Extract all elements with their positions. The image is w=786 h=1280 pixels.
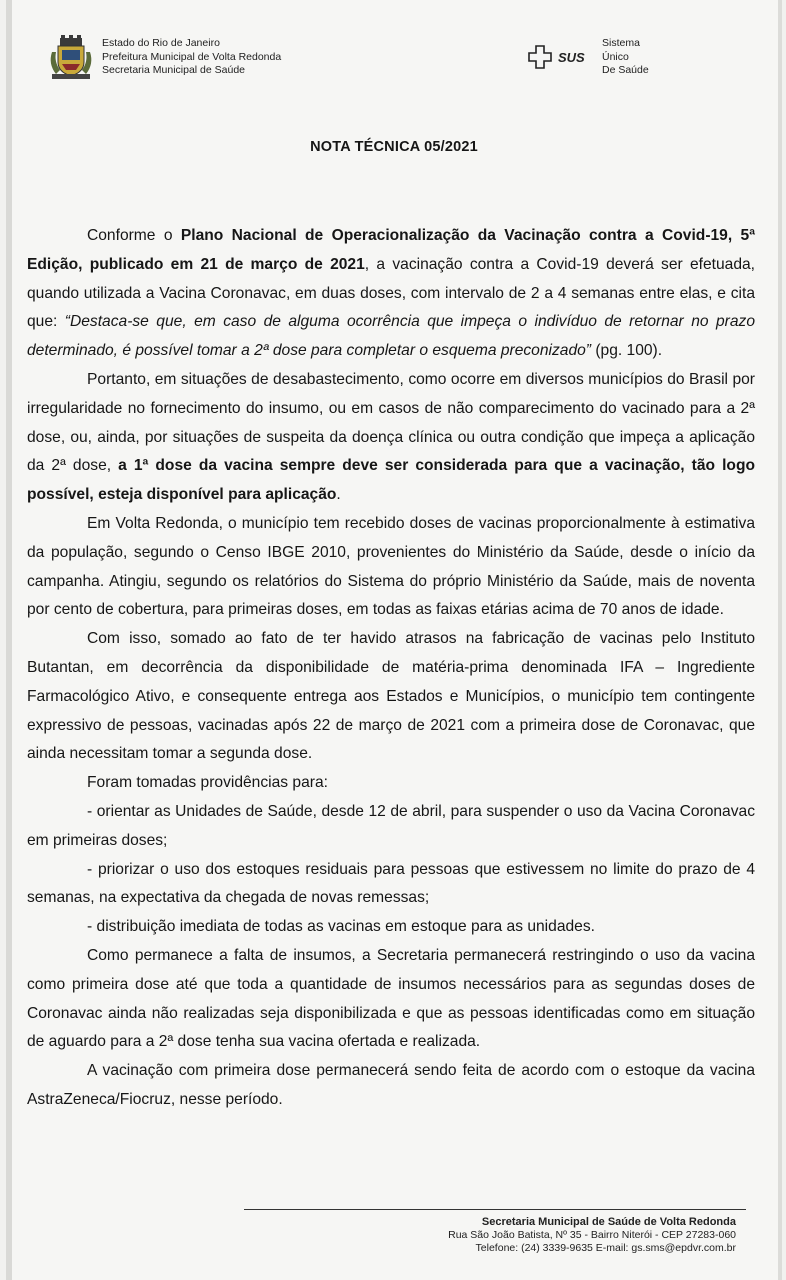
paragraph-3: Em Volta Redonda, o município tem recebido doses de vacinas proporcionalmente à estimativa da população, segundo o Censo IBGE 2010, provenientes do Ministério da Saúde, desde o início da campanha. Atingiu, segundo os relatórios do Sistema do próprio Ministério da Saúde, mais de noventa por cento de cobertura, para primeiras doses, em todas as faixas etárias acima de 70 anos de idade. <box>27 514 755 619</box>
sus-logo-text: SUS <box>558 50 585 65</box>
document-page <box>6 0 782 1280</box>
sus-line-2: Único <box>602 50 629 63</box>
p1-text-c: , a vacinação contra a Covid-19 deverá ser efetuada, quando utilizada a Vacina Coronavac, em duas doses, com intervalo de 2 a 4 semanas entre elas, e cita que: <box>27 255 755 331</box>
paragraph-10: A vacinação com primeira dose permanecerá sendo feita de acordo com o estoque da vacina AstraZeneca/Fiocruz, nesse período. <box>27 1062 755 1108</box>
page-edge-left <box>6 0 12 1280</box>
footer-contact: Telefone: (24) 3339-9635 E-mail: gs.sms@epdvr.com.br <box>475 1242 736 1254</box>
paragraph-8: - distribuição imediata de todas as vacinas em estoque para as unidades. <box>87 918 595 936</box>
p2-text-c: . <box>336 486 341 504</box>
paragraph-2 <box>27 366 755 510</box>
p1-text-a: Conforme o <box>87 227 181 244</box>
paragraph-9: Como permanece a falta de insumos, a Secretaria permanecerá restringindo o uso da vacina como primeira dose até que toda a quantidade de insumos necessários para as segundas doses de Coronavac ainda não realizadas seja disponibilizada e que as pessoas identificadas como em situação de aguardo para a 2ª dose tenha sua vacina ofertada e realizada. <box>27 946 755 1051</box>
municipal-crest-icon <box>46 34 96 80</box>
org-secretariat-line: Secretaria Municipal de Saúde <box>102 64 246 76</box>
document-body <box>27 222 755 1115</box>
paragraph-1 <box>27 222 755 366</box>
org-prefecture-line: Prefeitura Municipal de Volta Redonda <box>102 50 282 63</box>
sus-line-1: Sistema <box>602 37 640 49</box>
page-edge-right <box>778 0 782 1280</box>
footer-address: Rua São João Batista, Nº 35 - Bairro Niterói - CEP 27283-060 <box>448 1229 736 1241</box>
paragraph-7: - priorizar o uso dos estoques residuais para pessoas que estivessem no limite do prazo de 4 semanas, na expectativa da chegada de novas remessas; <box>27 860 755 907</box>
footer-divider <box>244 1209 746 1210</box>
paragraph-6: - orientar as Unidades de Saúde, desde 12 de abril, para suspender o uso da Vacina Coronavac em primeiras doses; <box>27 802 755 849</box>
footer-title: Secretaria Municipal de Saúde de Volta Redonda <box>481 1216 736 1228</box>
p1-text-e: (pg. 100). <box>591 342 663 360</box>
p1-quote: “Destaca-se que, em caso de alguma ocorrência que impeça o indivíduo de retornar no prazo determinado, é possível tomar a 2ª dose para completar o esquema preconizado” <box>27 313 755 360</box>
paragraph-4: Com isso, somado ao fato de ter havido atrasos na fabricação de vacinas pelo Instituto Butantan, em decorrência da disponibilidade de matéria-prima denominada IFA – Ingrediente Farmacológico Ativo, e consequente entrega aos Estados e Municípios, o município tem contingente expressivo de pessoas, vacinadas após 22 de março de 2021 com a primeira dose de Coronavac, que ainda necessitam tomar a segunda dose. <box>27 630 755 763</box>
document-title: NOTA TÉCNICA 05/2021 <box>310 139 478 155</box>
paragraph-5: Foram tomadas providências para: <box>87 774 328 792</box>
p1-plan-reference: Plano Nacional de Operacionalização da Vacinação contra a Covid-19, 5ª Edição, publicado em 21 de março de 2021 <box>27 227 755 273</box>
org-state-line: Estado do Rio de Janeiro <box>102 37 220 49</box>
sus-line-3: De Saúde <box>602 64 649 76</box>
sus-logo-icon <box>528 44 598 70</box>
p2-emphasis: a 1ª dose da vacina sempre deve ser considerada para que a vacinação, tão logo possível, esteja disponível para aplicação <box>27 457 756 504</box>
p2-text-a: Portanto, em situações de desabastecimento, como ocorre em diversos municípios do Brasil por irregularidade no fornecimento do insumo, ou em casos de não comparecimento do vacinado para a 2ª dose, ou, ainda, por situações de suspeita da doença clínica ou outra condição que impeça a aplicação da 2ª dose, <box>27 370 755 475</box>
footer <box>448 1216 736 1255</box>
